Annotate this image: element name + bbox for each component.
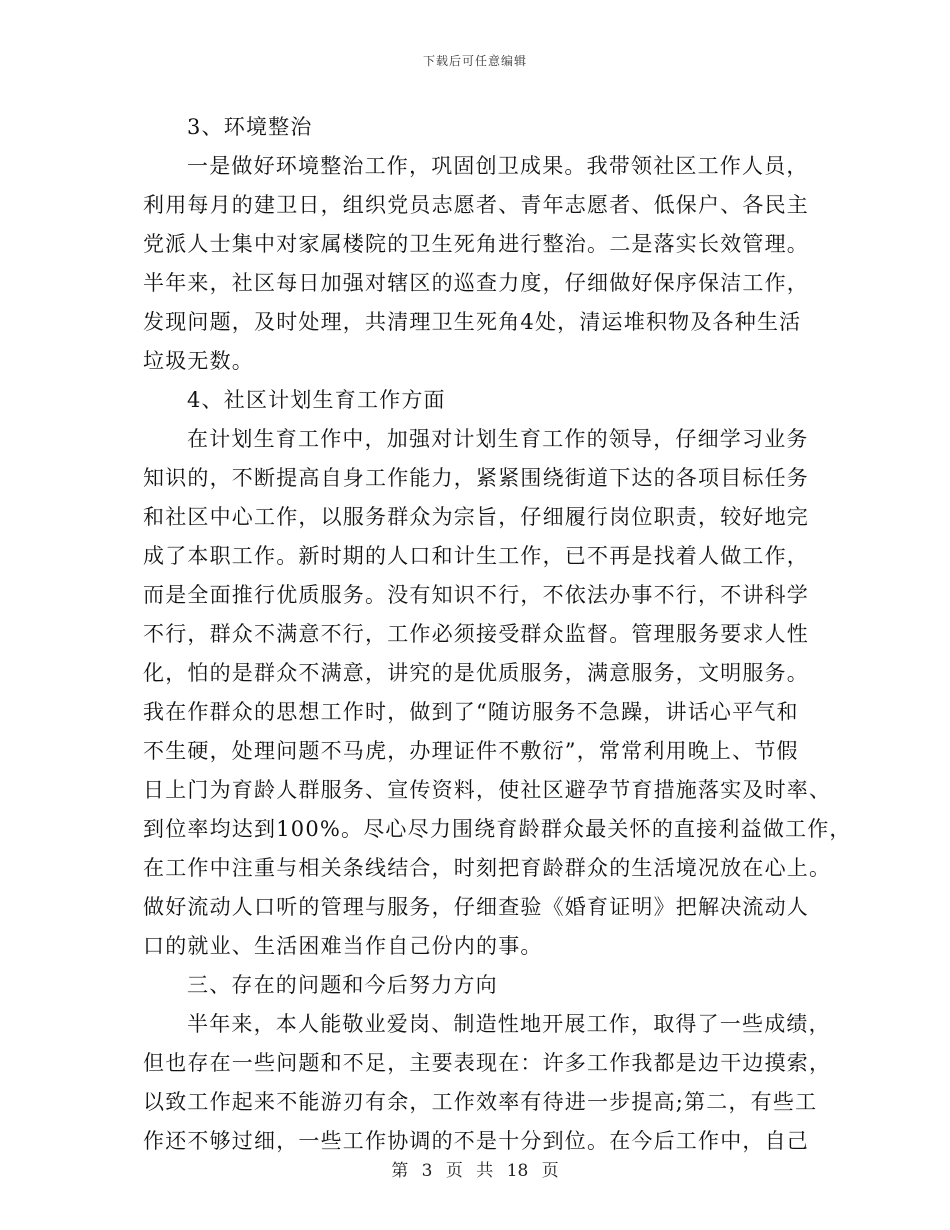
text-line: 在计划生育工作中，加强对计划生育工作的领导，仔细学习业务 [187, 427, 809, 451]
text-line: 三、存在的问题和今后努力方向 [187, 973, 498, 997]
text-line: 到位率均达到100%。尽心尽力围绕育龄群众最关怀的直接利益做工作， [143, 817, 852, 841]
page-header-note: 下载后可任意编辑 [422, 54, 527, 68]
footer-total-prefix: 共 [476, 1161, 494, 1181]
text-line: 做好流动人口听的管理与服务，仔细查验《婚育证明》把解决流动人 [143, 895, 809, 919]
text-line: 但也存在一些问题和不足，主要表现在：许多工作我都是边干边摸索， [143, 1051, 832, 1075]
text-line: 在工作中注重与相关条线结合，时刻把育龄群众的生活境况放在心上。 [143, 856, 832, 880]
text-line: 日上门为育龄人群服务、宣传资料，使社区避孕节育措施落实及时率、 [143, 778, 832, 802]
text-line: 利用每月的建卫日，组织党员志愿者、青年志愿者、低保户、各民主 [143, 193, 809, 217]
text-line: 和社区中心工作，以服务群众为宗旨，仔细履行岗位职责，较好地完 [143, 505, 809, 529]
text-line: 化，怕的是群众不满意，讲究的是优质服务，满意服务，文明服务。 [143, 661, 809, 685]
text-line: 不行，群众不满意不行，工作必须接受群众监督。管理服务要求人性 [143, 622, 809, 646]
document-body [143, 108, 852, 1161]
footer-total-pages: 18 [506, 1161, 529, 1181]
text-line: 知识的，不断提高自身工作能力，紧紧围绕街道下达的各项目标任务 [143, 466, 809, 490]
text-line: 垃圾无数。 [143, 349, 254, 373]
text-line: 4、社区计划生育工作方面 [187, 388, 446, 412]
footer-page-unit: 页 [445, 1161, 463, 1181]
text-line: 党派人士集中对家属楼院的卫生死角进行整治。二是落实长效管理。 [143, 232, 809, 256]
footer-prefix: 第 [391, 1161, 409, 1181]
text-line: 半年来，社区每日加强对辖区的巡查力度，仔细做好保序保洁工作， [143, 271, 809, 295]
text-line: 而是全面推行优质服务。没有知识不行，不依法办事不行，不讲科学 [143, 583, 809, 607]
text-line: 作还不够过细，一些工作协调的不是十分到位。在今后工作中，自己 [143, 1129, 809, 1153]
text-line: 3、环境整治 [187, 115, 313, 139]
text-line: 我在作群众的思想工作时，做到了“随访服务不急躁，讲话心平气和 [143, 700, 799, 724]
text-line: 发现问题，及时处理，共清理卫生死角4处，清运堆积物及各种生活 [143, 310, 802, 334]
text-line: 以致工作起来不能游刃有余，工作效率有待进一步提高;第二，有些工 [143, 1090, 818, 1114]
text-line: 一是做好环境整治工作，巩固创卫成果。我带领社区工作人员， [187, 154, 809, 178]
text-line: 成了本职工作。新时期的人口和计生工作，已不再是找着人做工作， [143, 544, 809, 568]
page-footer [0, 1156, 950, 1181]
footer-page-number: 3 [421, 1161, 433, 1181]
text-line: 不生硬，处理问题不马虎，办理证件不敷衍”，常常利用晚上、节假 [143, 739, 799, 763]
text-line: 半年来，本人能敬业爱岗、制造性地开展工作，取得了一些成绩， [187, 1012, 831, 1036]
footer-total-unit: 页 [541, 1161, 559, 1181]
text-line: 口的就业、生活困难当作自己份内的事。 [143, 934, 543, 958]
